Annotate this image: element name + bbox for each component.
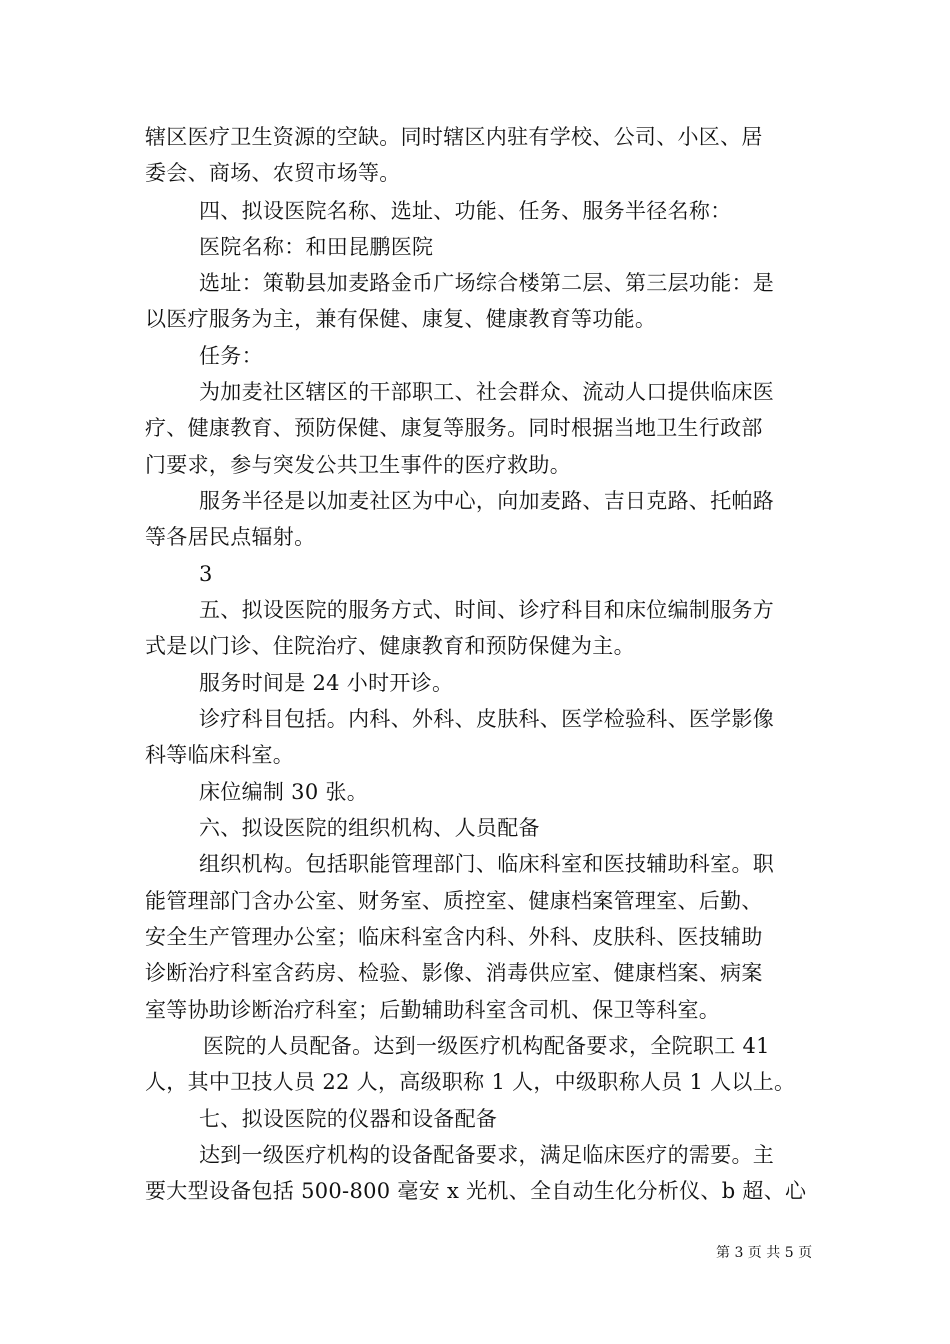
text-line: 安全生产管理办公室；临床科室含内科、外科、皮肤科、医技辅助 bbox=[145, 925, 763, 949]
text-line: 达到一级医疗机构的设备配备要求，满足临床医疗的需要。主 bbox=[199, 1143, 775, 1167]
page-footer: 第 3 页 共 5 页 bbox=[716, 1245, 813, 1261]
text-line: 医院的人员配备。达到一级医疗机构配备要求，全院职工 41 bbox=[203, 1034, 770, 1058]
text-line: 床位编制 30 张。 bbox=[199, 780, 369, 804]
section-heading-5: 五、拟设医院的服务方式、时间、诊疗科目和床位编制服务方 bbox=[199, 598, 775, 622]
text-line: 诊疗科目包括。内科、外科、皮肤科、医学检验科、医学影像 bbox=[199, 707, 775, 731]
text-line: 服务时间是 24 小时开诊。 bbox=[199, 671, 454, 695]
text-line: 医院名称：和田昆鹏医院 bbox=[199, 235, 434, 259]
text-line: 服务半径是以加麦社区为中心，向加麦路、吉日克路、托帕路 bbox=[199, 489, 775, 513]
section-heading-6: 六、拟设医院的组织机构、人员配备 bbox=[199, 816, 540, 840]
text-line: 任务： bbox=[199, 344, 263, 368]
text-line: 委会、商场、农贸市场等。 bbox=[145, 161, 401, 185]
text-line: 疗、健康教育、预防保健、康复等服务。同时根据当地卫生行政部 bbox=[145, 416, 763, 440]
page-number-marker: 3 bbox=[199, 562, 213, 586]
text-line: 为加麦社区辖区的干部职工、社会群众、流动人口提供临床医 bbox=[199, 380, 775, 404]
text-line: 诊断治疗科室含药房、检验、影像、消毒供应室、健康档案、病案 bbox=[145, 961, 763, 985]
text-line: 要大型设备包括 500-800 毫安 x 光机、全自动生化分析仪、b 超、心 bbox=[145, 1179, 807, 1203]
text-line: 以医疗服务为主，兼有保健、康复、健康教育等功能。 bbox=[145, 307, 657, 331]
text-line: 科等临床科室。 bbox=[145, 743, 295, 767]
text-line: 能管理部门含办公室、财务室、质控室、健康档案管理室、后勤、 bbox=[145, 889, 763, 913]
section-heading-4: 四、拟设医院名称、选址、功能、任务、服务半径名称： bbox=[199, 199, 732, 223]
text-line: 人，其中卫技人员 22 人，高级职称 1 人，中级职称人员 1 人以上。 bbox=[145, 1070, 796, 1094]
section-heading-7: 七、拟设医院的仪器和设备配备 bbox=[199, 1107, 498, 1131]
text-line: 式是以门诊、住院治疗、健康教育和预防保健为主。 bbox=[145, 634, 635, 658]
text-line: 等各居民点辐射。 bbox=[145, 525, 316, 549]
text-line: 辖区医疗卫生资源的空缺。同时辖区内驻有学校、公司、小区、居 bbox=[145, 125, 763, 149]
text-line: 组织机构。包括职能管理部门、临床科室和医技辅助科室。职 bbox=[199, 852, 775, 876]
text-line: 选址：策勒县加麦路金币广场综合楼第二层、第三层功能：是 bbox=[199, 271, 775, 295]
text-line: 室等协助诊断治疗科室；后勤辅助科室含司机、保卫等科室。 bbox=[145, 998, 721, 1022]
text-line: 门要求，参与突发公共卫生事件的医疗救助。 bbox=[145, 453, 571, 477]
